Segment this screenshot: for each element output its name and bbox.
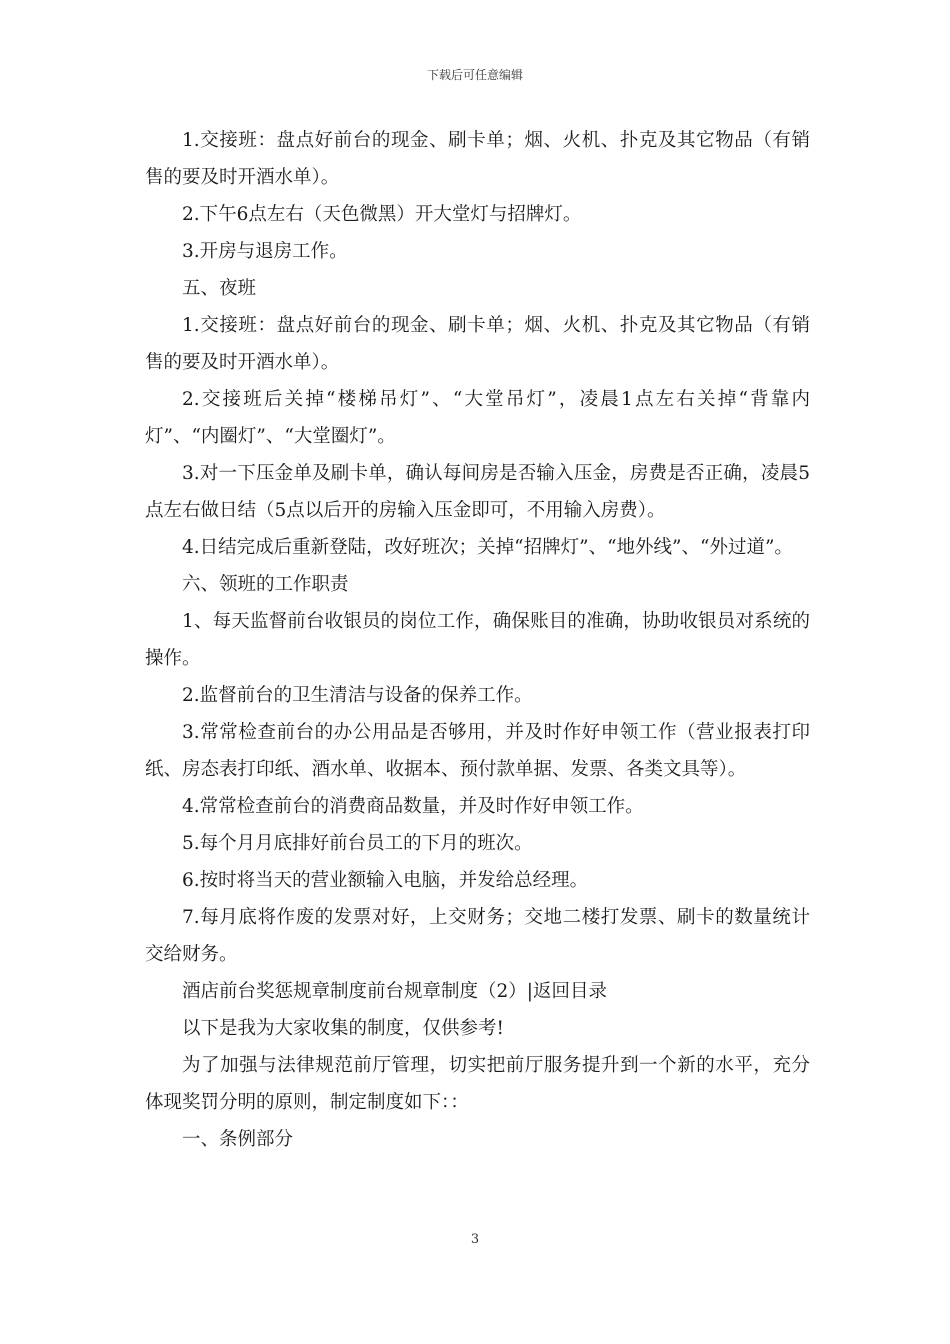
- paragraph-shift-handover: 1.交接班：盘点好前台的现金、刷卡单；烟、火机、扑克及其它物品（有销售的要及时开酒水单）。: [145, 130, 810, 188]
- paragraph-reference-note: 以下是我为大家收集的制度，仅供参考!: [182, 1018, 504, 1039]
- paragraph-lobby-lights: 2.下午6点左右（天色微黑）开大堂灯与招牌灯。: [182, 204, 582, 225]
- paragraph-night-handover: 1.交接班：盘点好前台的现金、刷卡单；烟、火机、扑克及其它物品（有销售的要及时开酒水单）。: [145, 315, 810, 373]
- paragraph-supervise-cashiers: 1、每天监督前台收银员的岗位工作，确保账目的准确，协助收银员对系统的操作。: [145, 611, 810, 669]
- paragraph-rules-title: 酒店前台奖惩规章制度前台规章制度（2）|返回目录: [182, 981, 608, 1002]
- paragraph-daily-close: 4.日结完成后重新登陆，改好班次；关掉“招牌灯”、“地外线”、“外过道”。: [182, 537, 793, 558]
- header-note: 下载后可任意编辑: [426, 68, 523, 82]
- paragraph-office-supplies: 3.常常检查前台的办公用品是否够用，并及时作好申领工作（营业报表打印纸、房态表打印纸、酒水单、收据本、预付款单据、发票、各类文具等）。: [145, 722, 810, 780]
- paragraph-checkin-checkout: 3.开房与退房工作。: [182, 241, 348, 262]
- paragraph-goods-inventory: 4.常常检查前台的消费商品数量，并及时作好申领工作。: [182, 796, 644, 817]
- paragraph-rules-intro: 为了加强与法律规范前厅管理，切实把前厅服务提升到一个新的水平，充分体现奖罚分明的原则，制定制度如下：：: [145, 1055, 810, 1113]
- paragraph-daily-revenue: 6.按时将当天的营业额输入电脑，并发给总经理。: [182, 870, 589, 891]
- page-number: 3: [470, 1232, 480, 1247]
- paragraph-night-lights-off: 2.交接班后关掉“楼梯吊灯”、“大堂吊灯”，凌晨1点左右关掉“背靠内灯”、“内圈灯”、“大堂圈灯”。: [145, 389, 810, 447]
- paragraph-invoice-reconcile: 7.每月底将作废的发票对好，上交财务；交地二楼打发票、刷卡的数量统计交给财务。: [145, 907, 810, 965]
- document-body: [145, 122, 810, 1158]
- paragraph-supervise-cleaning: 2.监督前台的卫生清洁与设备的保养工作。: [182, 685, 533, 706]
- paragraph-staff-schedule: 5.每个月月底排好前台员工的下月的班次。: [182, 833, 533, 854]
- section-heading-night-shift: 五、夜班: [182, 278, 257, 299]
- section-heading-supervisor-duties: 六、领班的工作职责: [182, 574, 349, 595]
- paragraph-deposit-check: 3.对一下压金单及刷卡单，确认每间房是否输入压金，房费是否正确，凌晨5点左右做日结（5点以后开的房输入压金即可，不用输入房费）。: [145, 463, 810, 521]
- section-heading-regulations: 一、条例部分: [182, 1129, 294, 1150]
